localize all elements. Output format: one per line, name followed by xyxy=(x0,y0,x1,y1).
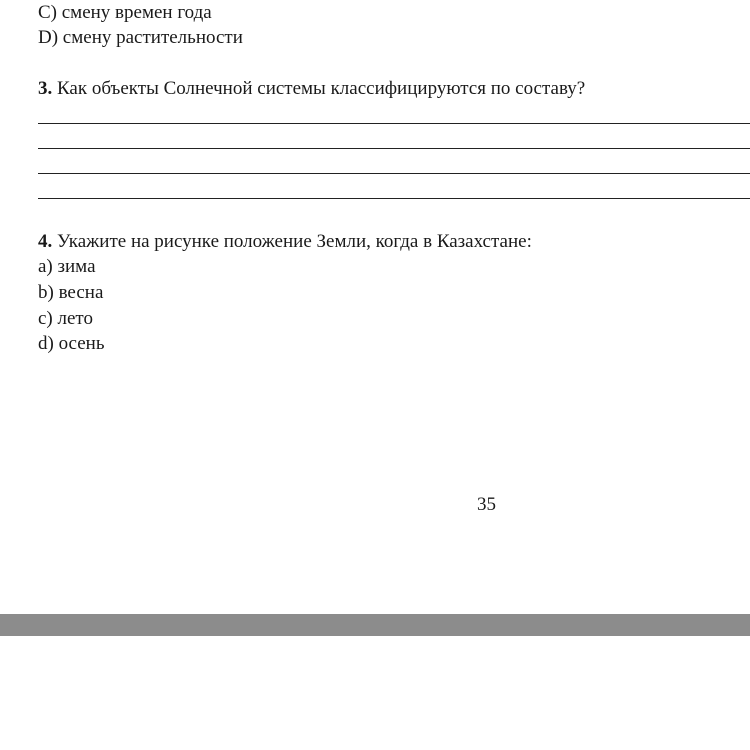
answer-line-4[interactable] xyxy=(38,198,750,199)
question-4-text: Укажите на рисунке положение Земли, когда в Казахстане: xyxy=(57,231,532,252)
question-4 xyxy=(38,231,532,253)
question-3-text: Как объекты Солнечной системы классифицируются по составу? xyxy=(57,78,586,99)
question-3-number: 3. xyxy=(38,78,53,99)
option-a: a) зима xyxy=(38,256,96,277)
question-4-number: 4. xyxy=(38,231,53,252)
option-d: D) смену растительности xyxy=(38,27,243,48)
answer-line-3[interactable] xyxy=(38,173,750,174)
answer-line-2[interactable] xyxy=(38,148,750,149)
page-separator-bar xyxy=(0,614,750,636)
answer-line-1[interactable] xyxy=(38,123,750,124)
page-number: 35 xyxy=(477,494,496,515)
option-d-season: d) осень xyxy=(38,333,105,354)
option-c: C) смену времен года xyxy=(38,2,212,23)
option-c-season: c) лето xyxy=(38,308,93,329)
option-b: b) весна xyxy=(38,282,104,303)
question-3 xyxy=(38,78,585,100)
